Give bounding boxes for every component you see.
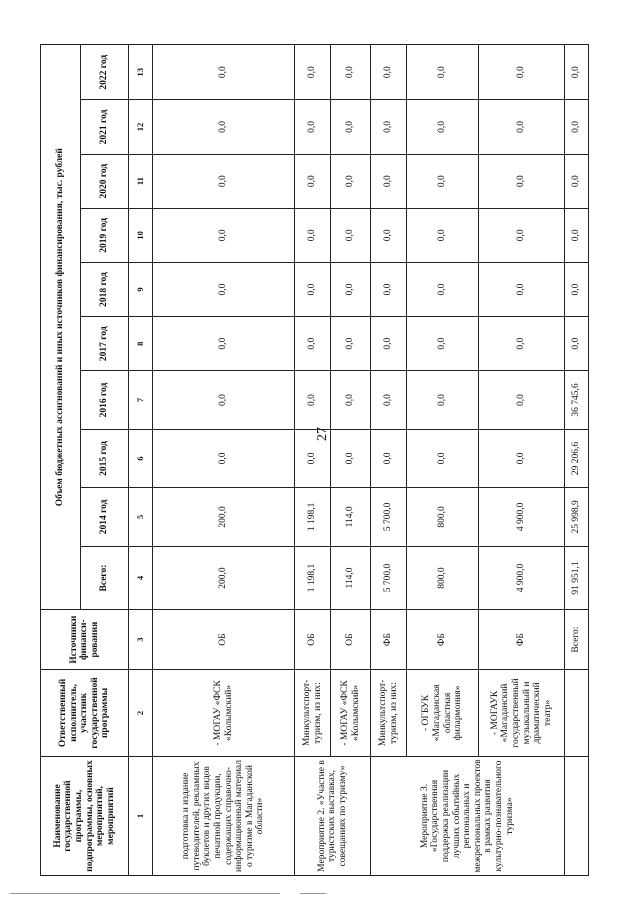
row-value: 200,0 <box>153 546 295 610</box>
row-value: 800,0 <box>407 488 479 546</box>
row-value: 0,0 <box>331 371 371 429</box>
row-value: 0,0 <box>331 317 371 371</box>
row-source: ОБ <box>331 610 371 670</box>
column-numbers-row <box>129 45 153 876</box>
row-value: 0,0 <box>407 262 479 316</box>
row-value: 0,0 <box>153 262 295 316</box>
row-value: 0,0 <box>153 429 295 487</box>
column-number: 5 <box>129 488 153 546</box>
row-value: 0,0 <box>479 208 565 262</box>
row-value: 0,0 <box>331 429 371 487</box>
row-value: 0,0 <box>371 154 407 208</box>
header-year: 2021 год <box>81 100 129 154</box>
row-executor: Минкультспорт-туризм, из них: <box>295 669 331 756</box>
header-total: Всего: <box>81 546 129 610</box>
header-year: 2015 год <box>81 429 129 487</box>
total-value: 0,0 <box>565 208 589 262</box>
header-year: 2014 год <box>81 488 129 546</box>
column-number: 1 <box>129 757 153 876</box>
row-value: 0,0 <box>331 100 371 154</box>
row-source: ФБ <box>407 610 479 670</box>
bottom-border-lines <box>0 893 640 896</box>
row-value: 0,0 <box>371 100 407 154</box>
row-executor: - МОГАУ «ФСК «Колымский» <box>331 669 371 756</box>
row-source: ОБ <box>295 610 331 670</box>
total-row <box>565 45 589 876</box>
bottom-line <box>10 893 280 894</box>
row-value: 0,0 <box>295 208 331 262</box>
row-value: 114,0 <box>331 546 371 610</box>
column-number: 9 <box>129 262 153 316</box>
row-value: 0,0 <box>331 45 371 100</box>
header-volume: Объем бюджетных ассигнований и иных источников финансирования, тыс. рублей <box>41 45 81 610</box>
row-value: 0,0 <box>407 45 479 100</box>
row-value: 0,0 <box>407 154 479 208</box>
rotated-page <box>40 44 584 876</box>
row-value: 4 900,0 <box>479 546 565 610</box>
row-value: 0,0 <box>407 371 479 429</box>
column-number: 7 <box>129 371 153 429</box>
financing-table <box>40 44 589 876</box>
row-value: 0,0 <box>331 154 371 208</box>
row-value: 0,0 <box>153 154 295 208</box>
row-value: 114,0 <box>331 488 371 546</box>
row-value: 5 700,0 <box>371 488 407 546</box>
header-name: Наименование государственной программы, подпрограммы, основных мероприятий, мероприятий <box>41 757 129 876</box>
row-name: Мероприятие 3. «Государственная поддержка реализации лучших событийных региональных и межрегиональных проектов в рамках развития культурно-познавательного туризма» <box>371 757 565 876</box>
row-value: 0,0 <box>479 371 565 429</box>
total-value: 0,0 <box>565 154 589 208</box>
row-value: 0,0 <box>371 45 407 100</box>
row-value: 0,0 <box>153 371 295 429</box>
column-number: 11 <box>129 154 153 208</box>
header-year: 2017 год <box>81 317 129 371</box>
row-value: 0,0 <box>371 208 407 262</box>
header-year: 2016 год <box>81 371 129 429</box>
row-value: 0,0 <box>295 45 331 100</box>
row-value: 0,0 <box>331 262 371 316</box>
column-number: 4 <box>129 546 153 610</box>
header-year: 2020 год <box>81 154 129 208</box>
row-value: 0,0 <box>371 429 407 487</box>
row-value: 0,0 <box>407 317 479 371</box>
table-row <box>407 45 479 876</box>
header-year: 2022 год <box>81 45 129 100</box>
row-value: 0,0 <box>153 208 295 262</box>
row-value: 0,0 <box>479 317 565 371</box>
row-value: 0,0 <box>371 317 407 371</box>
row-value: 0,0 <box>153 45 295 100</box>
total-value: 36 745,6 <box>565 371 589 429</box>
row-value: 0,0 <box>295 371 331 429</box>
total-value: 0,0 <box>565 100 589 154</box>
row-value: 0,0 <box>479 262 565 316</box>
header-executor: Ответственный исполнитель, участник государственной программы <box>41 669 129 756</box>
total-value: 0,0 <box>565 262 589 316</box>
total-label: Всего: <box>565 610 589 670</box>
table-row <box>153 45 295 876</box>
column-number: 3 <box>129 610 153 670</box>
row-value: 1 198,1 <box>295 546 331 610</box>
row-value: 0,0 <box>479 100 565 154</box>
row-executor: - ОГБУК «Магаданская областная филармония» <box>407 669 479 756</box>
row-source: ОБ <box>153 610 295 670</box>
total-value: 25 998,9 <box>565 488 589 546</box>
total-empty-cell <box>565 669 589 756</box>
row-value: 0,0 <box>407 100 479 154</box>
header-row-top <box>41 45 81 876</box>
table-row <box>331 45 371 876</box>
row-value: 1 198,1 <box>295 488 331 546</box>
column-number: 6 <box>129 429 153 487</box>
row-value: 0,0 <box>153 100 295 154</box>
row-source: ФБ <box>479 610 565 670</box>
row-value: 0,0 <box>479 45 565 100</box>
row-value: 0,0 <box>295 262 331 316</box>
column-number: 10 <box>129 208 153 262</box>
header-year: 2019 год <box>81 208 129 262</box>
total-empty-cell <box>565 757 589 876</box>
row-value: 0,0 <box>479 154 565 208</box>
total-value: 91 951,1 <box>565 546 589 610</box>
column-number: 2 <box>129 669 153 756</box>
row-value: 200,0 <box>153 488 295 546</box>
bottom-line <box>300 893 326 894</box>
row-value: 4 900,0 <box>479 488 565 546</box>
row-value: 0,0 <box>153 317 295 371</box>
column-number: 13 <box>129 45 153 100</box>
table-row <box>295 45 331 876</box>
row-value: 5 700,0 <box>371 546 407 610</box>
row-value: 0,0 <box>295 100 331 154</box>
column-number: 8 <box>129 317 153 371</box>
header-source: Источники финанси-рования <box>41 610 129 670</box>
row-value: 0,0 <box>371 371 407 429</box>
column-number: 12 <box>129 100 153 154</box>
row-value: 0,0 <box>331 208 371 262</box>
row-executor: Минкультспорт-туризм, из них: <box>371 669 407 756</box>
row-value: 0,0 <box>407 208 479 262</box>
row-name: Мероприятие 2. «Участие в туристских выставках, совещаниях по туризму» <box>295 757 371 876</box>
row-name: подготовка и издание путеводителей, рекламных буклетов и других видов печатной продукции, содержащих справочно-информационный материал о туризме в Магаданской области» <box>153 757 295 876</box>
row-value: 0,0 <box>407 429 479 487</box>
header-year: 2018 год <box>81 262 129 316</box>
row-value: 0,0 <box>479 429 565 487</box>
total-value: 0,0 <box>565 45 589 100</box>
row-value: 800,0 <box>407 546 479 610</box>
table-row <box>371 45 407 876</box>
row-value: 0,0 <box>295 317 331 371</box>
row-value: 0,0 <box>295 154 331 208</box>
page-number: 27 <box>315 427 330 441</box>
row-value: 0,0 <box>371 262 407 316</box>
row-value: 0,0 <box>295 429 331 487</box>
row-source: ФБ <box>371 610 407 670</box>
total-value: 0,0 <box>565 317 589 371</box>
row-executor: - МОГАУ «ФСК «Колымский» <box>153 669 295 756</box>
table-row <box>479 45 565 876</box>
row-executor: - МОГАУК «Магаданский государственный музыкальный и драматический театр» <box>479 669 565 756</box>
total-value: 29 206,6 <box>565 429 589 487</box>
